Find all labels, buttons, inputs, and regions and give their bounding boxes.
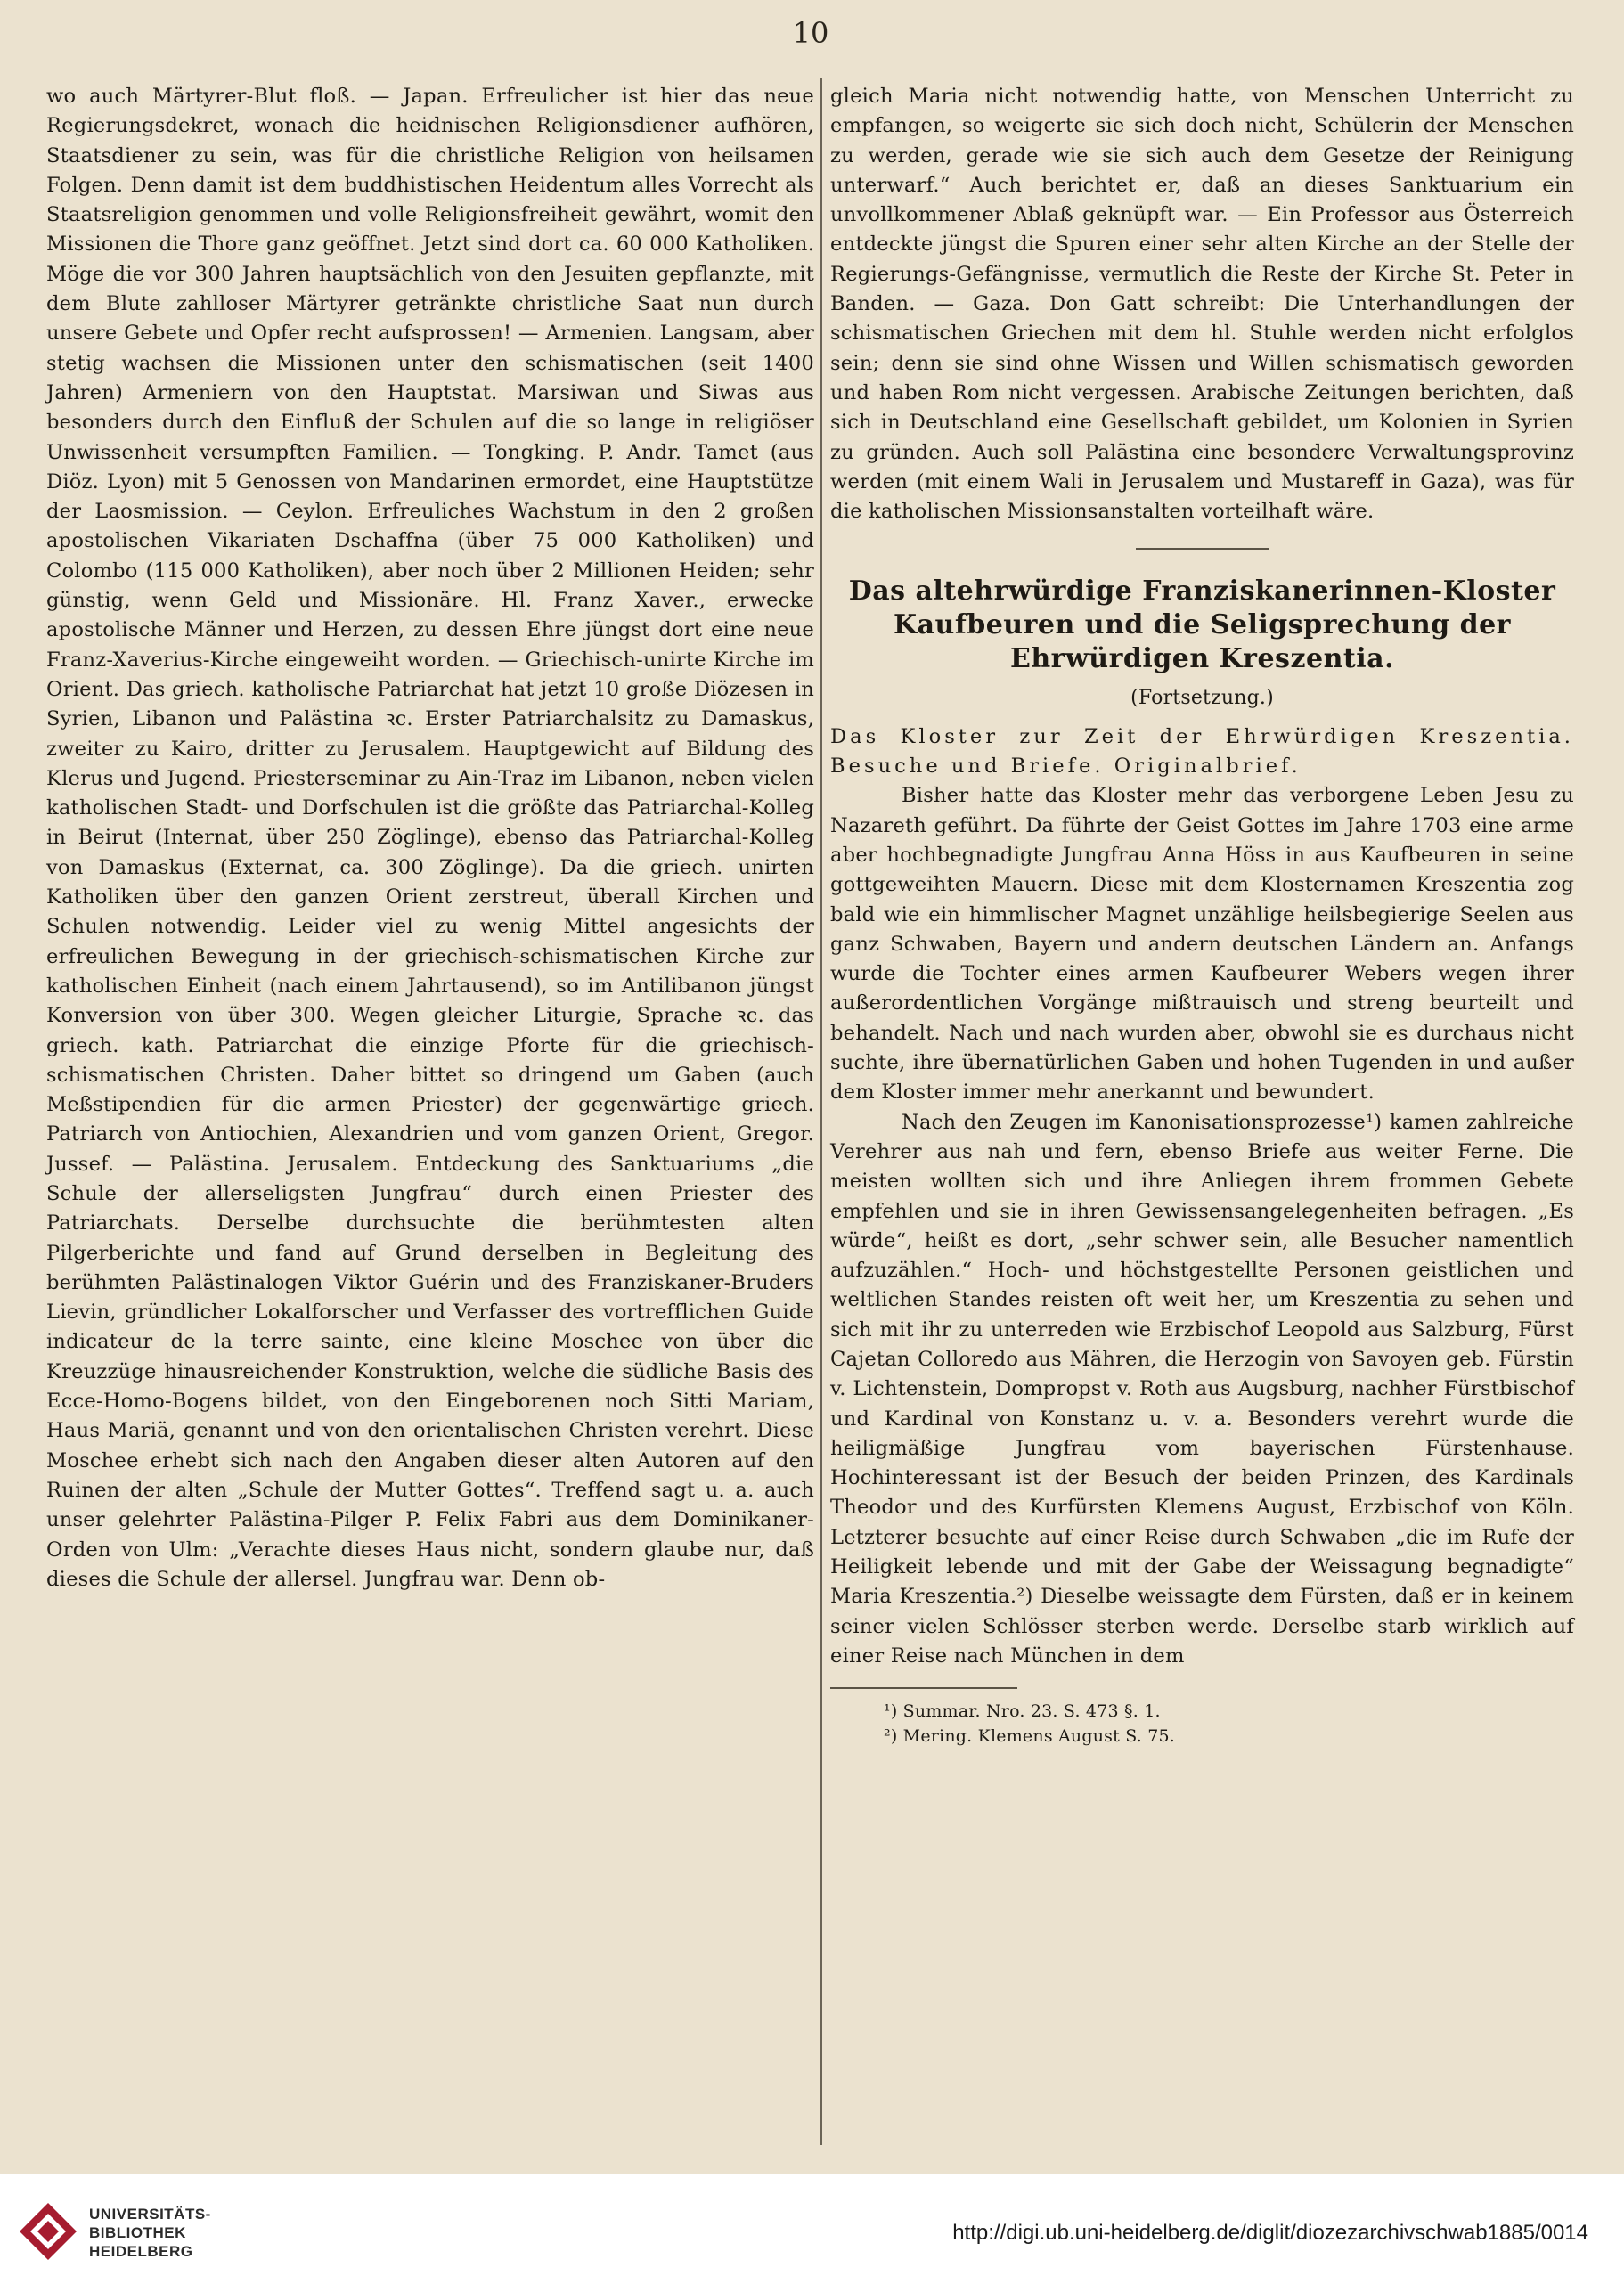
left-column-text: wo auch Märtyrer-Blut floß. — Japan. Erfreulicher ist hier das neue Regierungsdekret, wonach die heidnischen Religionsdiener aufhören, Staatsdiener zu sein, was für die christliche Religion von heilsamen Folgen. Denn damit ist dem buddhistischen Heidentum alles Vorrecht als Staatsreligion genommen und volle Religionsfreiheit gewährt, womit den Missionen die Thore ganz geöffnet. Jetzt sind dort ca. 60 000 Katholiken. Möge die vor 300 Jahren hauptsächlich von den Jesuiten gepflanzte, mit dem Blute zahlloser Märtyrer getränkte christliche Saat nun durch unsere Gebete und Opfer recht aufsprossen! — Armenien. Langsam, aber stetig wachsen die Missionen unter den schismatischen (seit 1400 Jahren) Armeniern von den Hauptstat. Marsiwan und Siwas aus besonders durch den Einfluß der Schulen auf die so lange in religiöser Unwissenheit versumpften Familien. — Tongking. P. Andr. Tamet (aus Diöz. Lyon) mit 5 Genossen von Mandarinen ermordet, eine Hauptstütze der Laosmission. — Ceylon. Erfreuliches Wachstum in den 2 großen apostolischen Vikariaten Dschaffna (über 75 000 Katholiken) und Colombo (115 000 Katholiken), aber noch über 2 Millionen Heiden; sehr günstig, wenn Geld und Missionäre. Hl. Franz Xaver., erwecke apostolische Männer und Herzen, zu dessen Ehre jüngst dort eine neue Franz-Xaverius-Kirche eingeweiht worden. — Griechisch-unirte Kirche im Orient. Das griech. katholische Patriarchat hat jetzt 10 große Diözesen in Syrien, Libanon und Palästina ꝛc. Erster Patriarchalsitz zu Damaskus, zweiter zu Kairo, dritter zu Jerusalem. Hauptgewicht auf Bildung des Klerus und Jugend. Priesterseminar zu Ain-Traz im Libanon, neben vielen katholischen Stadt- und Dorfschulen ist die größte das Patriarchal-Kolleg in Beirut (Internat, über 250 Zöglinge), ebenso das Patriarchal-Kolleg von Damaskus (Externat, ca. 300 Zöglinge). Da die griech. unirten Katholiken über den ganzen Orient zerstreut, überall Kirchen und Schulen notwendig. Leider viel zu wenig Mittel angesichts der erfreulichen Bewegung in der griechisch-schismatischen Kirche zur katholischen Einheit (nach einem Jahrtausend), so im Antilibanon jüngst Konversion von über 300. Wegen gleicher Liturgie, Sprache ꝛc. das griech. kath. Patriarchat die einzige Pforte für die griechisch-schismatischen Christen. Daher bittet so dringend um Gaben (auch Meßstipendien für die armen Priester) der gegenwärtige griech. Patriarch von Antiochien, Alexandrien und vom ganzen Orient, Gregor. Jussef. — Palästina. Jerusalem. Entdeckung des Sanktuariums „die Schule der allerseligsten Jungfrau“ durch einen Priester des Patriarchats. Derselbe durchsuchte die berühmtesten alten Pilgerberichte und fand auf Grund derselben in Begleitung des berühmten Palästinalogen Viktor Guérin und des Franziskaner-Bruders Lievin, gründlicher Lokalforscher und Verfasser des vortrefflichen Guide indicateur de la terre sainte, eine kleine Moschee von über die Kreuzzüge hinausreichender Konstruktion, welche die südliche Basis des Ecce-Homo-Bogens bildet, von den Eingeborenen noch Sitti Mariam, Haus Mariä, genannt und von den orientalischen Christen verehrt. Diese Moschee erhebt sich nach den Angaben dieser alten Autoren auf den Ruinen der alten „Schule der Mutter Gottes“. Treffend sagt u. a. auch unser gelehrter Palästina-Pilger P. Felix Fabri aus dem Dominikaner-Orden von Ulm: „Verachte dieses Haus nicht, sondern glaube nur, daß dieses die Schule der allersel. Jungfrau war. Denn ob- (46, 85, 814, 1591)
column-divider (820, 78, 822, 2145)
footnotes (830, 1687, 1574, 1748)
article-paragraph-1: Bisher hatte das Kloster mehr das verborgene Leben Jesu zu Nazareth geführt. Da führte der Geist Gottes im Jahre 1703 eine arme aber hochbegnadigte Jungfrau Anna Höss in aus Kaufbeuren in seine gottgeweihten Mauern. Diese mit dem Klosternamen Kreszentia zog bald wie ein himmlischer Magnet unzählige heilsbegierige Seelen aus ganz Schwaben, Bayern und andern deutschen Ländern an. Anfangs wurde die Tochter eines armen Kaufbeurer Webers wegen ihrer außerordentlichen Vorgänge mißtrauisch und streng beurteilt und behandelt. Nach und nach wurden aber, obwohl sie es durchaus nicht suchte, ihre übernatürlichen Gaben und hohen Tugenden in und außer dem Kloster immer mehr anerkannt und bewundert. (830, 784, 1574, 1105)
article-title: Das altehrwürdige Franziskanerinnen-Kloster Kaufbeuren und die Seligsprechung der Ehrwürdigen Kreszentia. (848, 575, 1556, 675)
permalink-url[interactable]: http://digi.ub.uni-heidelberg.de/diglit/diozezarchivschwab1885/0014 (952, 2221, 1588, 2245)
footnote-1: ¹) Summar. Nro. 23. S. 473 §. 1. (884, 1701, 1161, 1721)
left-column (46, 82, 814, 1595)
section-heading: Das Kloster zur Zeit der Ehrwürdigen Kreszentia. Besuche und Briefe. Originalbrief. (830, 724, 1574, 779)
library-name-line-2: BIBLIOTHEK (89, 2224, 186, 2241)
viewer-footer (0, 2174, 1624, 2292)
library-name-line-1: UNIVERSITÄTS- (89, 2206, 211, 2223)
right-column (830, 82, 1574, 1750)
article-paragraph-2: Nach den Zeugen im Kanonisationsprozesse¹) kamen zahlreiche Verehrer aus nah und fern, ebenso Briefe aus weiter Ferne. Die meisten wollten sich und ihre Anliegen ihrem frommen Gebete empfehlen und sie in ihren Gewissensangelegenheiten befragen. „Es würde“, heißt es dort, „sehr schwer sein, alle Besucher namentlich aufzuzählen.“ Hoch- und höchstgestellte Personen geistlichen und weltlichen Standes reisten oft weit her, um Kreszentia zu sehen und sich mit ihr zu unterreden wie Erzbischof Leopold aus Salzburg, Fürst Cajetan Colloredo aus Mähren, die Herzogin von Savoyen geb. Fürstin v. Lichtenstein, Dompropst v. Roth aus Augsburg, nachher Fürstbischof und Kardinal von Konstanz u. v. a. Besonders verehrt wurde die heiligmäßige Jungfrau vom bayerischen Fürstenhause. Hochinteressant ist der Besuch der beiden Prinzen, des Kardinals Theodor und des Kurfürsten Klemens August, Erzbischof von Köln. Letzterer besuchte auf einer Reise durch Schwaben „die im Rufe der Heiligkeit lebende und mit der Gabe der Weissagung begnadigte“ Maria Kreszentia.²) Dieselbe weissagte dem Fürsten, daß er in keinem seiner vielen Schlösser sterben werde. Derselbe starb wirklich auf einer Reise nach München in dem (830, 1110, 1574, 1668)
page-number: 10 (792, 16, 829, 50)
footnote-2: ²) Mering. Klemens August S. 75. (884, 1725, 1176, 1746)
university-library-logo-icon (18, 2201, 78, 2262)
library-name-line-3: HEIDELBERG (89, 2243, 193, 2260)
library-name (89, 2205, 211, 2261)
footnote-rule (830, 1687, 1017, 1689)
continuation-note: (Fortsetzung.) (1130, 687, 1274, 710)
right-intro-text: gleich Maria nicht notwendig hatte, von Menschen Unterricht zu empfangen, so weigerte sie sich doch nicht, Schülerin der Menschen zu werden, gerade wie sie sich auch dem Gesetze der Reinigung unterwarf.“ Auch berichtet er, daß an dieses Sanktuarium ein unvollkommener Ablaß geknüpft war. — Ein Professor aus Österreich entdeckte jüngst die Spuren einer sehr alten Kirche an der Stelle der Regierungs-Gefängnisse, vermutlich die Reste der Kirche St. Peter in Banden. — Gaza. Don Gatt schreibt: Die Unterhandlungen der schismatischen Griechen mit dem hl. Stuhle werden nicht erfolglos sein; denn sie sind ohne Wissen und Willen schismatisch geworden und haben Rom nicht vergessen. Arabische Zeitungen berichten, daß sich in Deutschland eine Gesellschaft gebildet, um Kolonien in Syrien zu gründen. Auch soll Palästina eine besondere Verwaltungsprovinz werden (mit einem Wali in Jerusalem und Mustareff in Gaza), was für die katholischen Missionsanstalten vorteilhaft wäre. (830, 85, 1574, 524)
section-separator (1136, 548, 1269, 550)
